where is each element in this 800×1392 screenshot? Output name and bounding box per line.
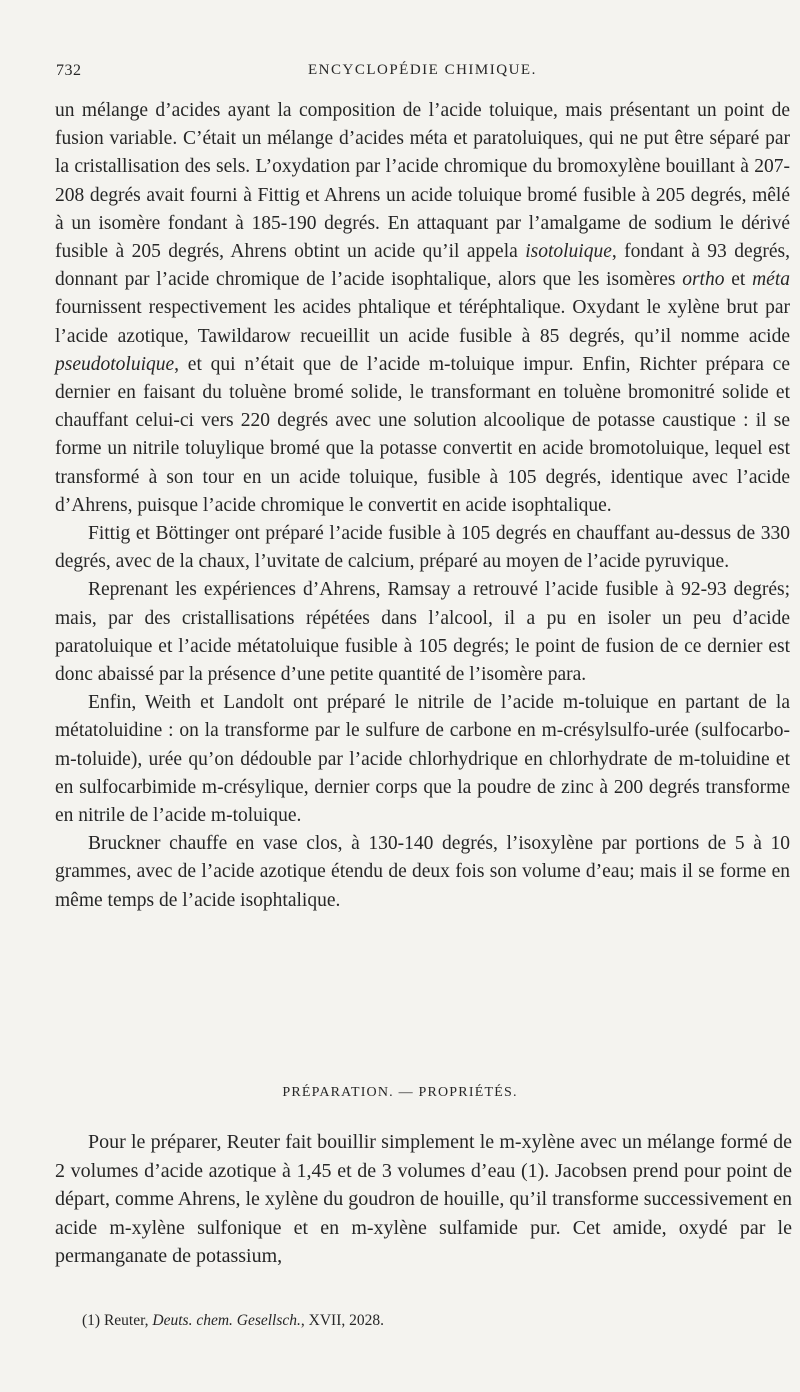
section-heading: PRÉPARATION. — PROPRIÉTÉS. <box>282 1085 518 1100</box>
paragraph-1-text-e: , et qui n’était que de l’acide m-toluique impur. Enfin, Richter prépara ce dernier en faisant du toluène bromé solide, le transformant en toluène bromonitré solide et chauffant celui-ci vers 220 degrés avec une solution alcoolique de potasse caustique : il se forme un nitrile toluylique bromé que la potasse convertit en acide bromotoluique, lequel est transformé à son tour en un acide toluique, fusible à 105 degrés, identique avec l’acide d’Ahrens, puisque l’acide chromique le convertit en acide isophtalique. <box>55 353 790 516</box>
paragraph-1-text-c: et <box>724 269 753 291</box>
paragraph-1-text-b: , fondant à 93 degrés, donnant par l’acide chromique de l’acide isophtalique, alors que les isomères <box>55 241 790 291</box>
paragraph-5: Bruckner chauffe en vase clos, à 130-140 degrés, l’isoxylène par portions de 5 à 10 grammes, avec de l’acide azotique étendu de deux fois son volume d’eau; mais il se forme en même temps de l’acide isophtalique. <box>55 833 790 911</box>
footnote-author: Reuter, <box>103 1312 153 1329</box>
paragraph-1-text-d: fournissent respectivement les acides phtalique et téréphtalique. Oxydant le xylène brut par l’acide azotique, Tawildarow recueillit un acide fusible à 85 degrés, qu’il nomme acide <box>55 297 790 347</box>
footnote-marker: (1) <box>82 1312 101 1329</box>
preparation-text <box>55 1128 792 1271</box>
page-number: 732 <box>56 62 82 79</box>
paragraph-1 <box>55 97 790 520</box>
term-pseudotoluique: pseudotoluique <box>55 353 175 375</box>
paragraph-3: Reprenant les expériences d’Ahrens, Ramsay a retrouvé l’acide fusible à 92-93 degrés; mais, par des cristallisations répétées dans l’alcool, il a pu en isoler un peu d’acide paratoluique et l’acide métatoluique fusible à 105 degrés; le point de fusion de ce dernier est donc abaissé par la présence d’une petite quantité de l’isomère para. <box>55 579 790 686</box>
term-ortho: ortho <box>682 269 725 291</box>
footnote-journal: Deuts. chem. Gesellsch. <box>152 1312 301 1329</box>
main-text <box>55 97 790 915</box>
paragraph-2: Fittig et Böttinger ont préparé l’acide fusible à 105 degrés en chauffant au-dessus de 330 degrés, avec de la chaux, l’uvitate de calcium, préparé au moyen de l’acide pyruvique. <box>55 523 790 573</box>
running-title: ENCYCLOPÉDIE CHIMIQUE. <box>308 62 537 78</box>
footnote <box>82 1312 782 1330</box>
paragraph-4: Enfin, Weith et Landolt ont préparé le nitrile de l’acide m-toluique en partant de la métatoluidine : on la transforme par le sulfure de carbone en m-crésylsulfo-urée (sulfocarbo-m-toluide), urée qu’on dédouble par l’acide chlorhydrique en chlorhydrate de m-toluidine et en sulfocarbimide m-crésylique, dernier corps que la poudre de zinc à 200 degrés transforme en nitrile de l’acide m-toluique. <box>55 692 790 827</box>
paragraph-1-text-a: un mélange d’acides ayant la composition de l’acide toluique, mais présentant un point de fusion variable. C’était un mélange d’acides méta et paratoluiques, qui ne put être séparé par la cristallisation des sels. L’oxydation par l’acide chromique du bromoxylène bouillant à 207-208 degrés avait fourni à Fittig et Ahrens un acide toluique bromé fusible à 205 degrés, mêlé à un isomère fondant à 185-190 degrés. En attaquant par l’amalgame de sodium le dérivé fusible à 205 degrés, Ahrens obtint un acide qu’il appela <box>55 100 790 263</box>
term-meta: méta <box>752 269 790 291</box>
footnote-ref: , XVII, 2028. <box>300 1312 384 1329</box>
term-isotoluique: isotoluique <box>525 241 612 263</box>
paragraph-6: Pour le préparer, Reuter fait bouillir simplement le m-xylène avec un mélange formé de 2 volumes d’acide azotique à 1,45 et de 3 volumes d’eau (1). Jacobsen prend pour point de départ, comme Ahrens, le xylène du goudron de houille, qu’il transforme successivement en acide m-xylène sulfonique et en m-xylène sulfamide pur. Cet amide, oxydé par le permanganate de potassium, <box>55 1131 793 1268</box>
running-header <box>56 62 756 88</box>
